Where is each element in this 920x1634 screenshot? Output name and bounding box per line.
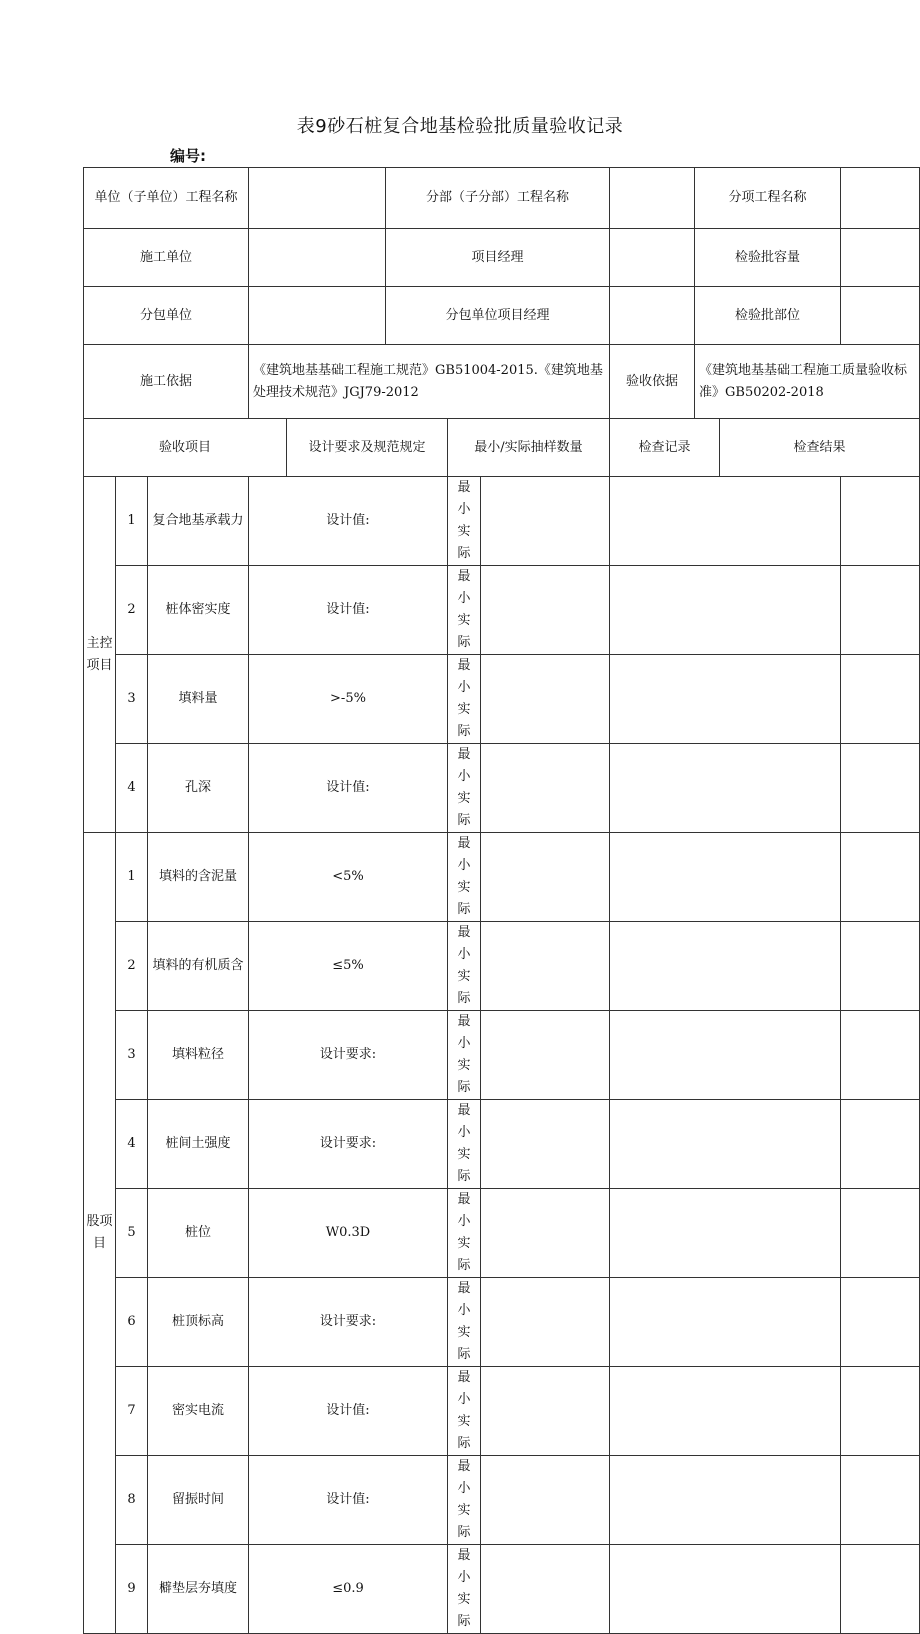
item-requirement: <5% [249,833,448,922]
item-name: 桩间土强度 [148,1100,249,1189]
sample-actual-label: 实际 [457,880,471,917]
item-requirement: 设计值: [249,1456,448,1545]
sample-actual-label: 实际 [457,1503,471,1540]
col-record: 检查记录 [610,419,720,477]
item-number: 4 [116,744,148,833]
sample-value[interactable] [481,1367,610,1456]
sample-actual-label: 实际 [457,613,471,650]
sample-min-label: 最小 [457,1192,471,1229]
item-requirement: 设计值: [249,744,448,833]
contractor-value[interactable] [249,229,386,287]
item-requirement: 设计值: [249,477,448,566]
table-row [84,922,920,1011]
sample-actual-label: 实际 [457,969,471,1006]
sample-actual-label: 实际 [457,702,471,739]
table-row [84,1545,920,1634]
table-row [84,744,920,833]
check-result-cell[interactable] [841,655,920,744]
item-number: 2 [116,566,148,655]
item-number: 7 [116,1367,148,1456]
item-name: 填料量 [148,655,249,744]
col-sample: 最小/实际抽样数量 [448,419,610,477]
check-record-cell[interactable] [610,1011,841,1100]
basis-label: 施工依据 [84,345,249,419]
general-group-label: 股项目 [84,833,116,1634]
doc-number-label: 编号: [170,147,206,165]
basis-value: 《建筑地基基础工程施工规范》GB51004-2015.《建筑地基处理技术规范》JGJ79-2012 [249,345,610,419]
pm-label: 项目经理 [386,229,610,287]
item-requirement: 设计要求: [249,1100,448,1189]
check-record-cell[interactable] [610,744,841,833]
item-number: 3 [116,1011,148,1100]
check-result-cell[interactable] [841,1545,920,1634]
item-number: 2 [116,922,148,1011]
check-result-cell[interactable] [841,477,920,566]
sample-value[interactable] [481,1011,610,1100]
sub-pm-value[interactable] [610,287,695,345]
sample-min-label: 最小 [457,658,471,695]
item-name: 填料的含泥量 [148,833,249,922]
sample-value[interactable] [481,655,610,744]
check-result-cell[interactable] [841,1367,920,1456]
sample-min-label: 最小 [457,480,471,517]
table-row [84,566,920,655]
sample-count [448,1456,481,1545]
table-row [84,1100,920,1189]
sample-min-label: 最小 [457,1281,471,1318]
sample-count [448,566,481,655]
sample-value[interactable] [481,1100,610,1189]
sample-count [448,477,481,566]
sample-actual-label: 实际 [457,1236,471,1273]
sample-value[interactable] [481,566,610,655]
sample-actual-label: 实际 [457,524,471,561]
table-row [84,1189,920,1278]
table-row [84,1456,920,1545]
sample-actual-label: 实际 [457,1414,471,1451]
contractor-label: 施工单位 [84,229,249,287]
item-number: 1 [116,477,148,566]
sample-min-label: 最小 [457,1103,471,1140]
check-result-cell[interactable] [841,744,920,833]
subcontractor-value[interactable] [249,287,386,345]
sample-actual-label: 实际 [457,1147,471,1184]
acceptance-table [83,167,920,1634]
check-record-cell[interactable] [610,1189,841,1278]
item-requirement: 设计值: [249,566,448,655]
subcontractor-label: 分包单位 [84,287,249,345]
sample-value[interactable] [481,1278,610,1367]
check-result-cell[interactable] [841,1100,920,1189]
item-name: 密实电流 [148,1367,249,1456]
check-record-cell[interactable] [610,477,841,566]
sample-count [448,922,481,1011]
table-row [84,655,920,744]
item-name: 填料的有机质含 [148,922,249,1011]
check-record-cell[interactable] [610,566,841,655]
item-requirement: >-5% [249,655,448,744]
table-row [84,1278,920,1367]
col-result: 检查结果 [720,419,920,477]
sample-count [448,1367,481,1456]
sample-min-label: 最小 [457,747,471,784]
sample-min-label: 最小 [457,569,471,606]
sample-value[interactable] [481,833,610,922]
subitem-value[interactable] [841,168,920,229]
pm-value[interactable] [610,229,695,287]
item-name: 檘垫层夯填度 [148,1545,249,1634]
acceptance-basis-label: 验收依据 [610,345,695,419]
sample-value[interactable] [481,1189,610,1278]
check-result-cell[interactable] [841,1011,920,1100]
batch-capacity-label: 检验批容量 [695,229,841,287]
col-requirement: 设计要求及规范规定 [287,419,448,477]
check-record-cell[interactable] [610,833,841,922]
item-name: 孔深 [148,744,249,833]
check-result-cell[interactable] [841,1278,920,1367]
batch-location-value[interactable] [841,287,920,345]
main-group-label: 主控项目 [84,477,116,833]
sample-value[interactable] [481,477,610,566]
check-record-cell[interactable] [610,1545,841,1634]
sample-min-label: 最小 [457,836,471,873]
sample-count [448,1011,481,1100]
col-item: 验收项目 [84,419,287,477]
item-name: 桩体密实度 [148,566,249,655]
item-requirement: 设计要求: [249,1011,448,1100]
subdivision-value[interactable] [610,168,695,229]
check-record-cell[interactable] [610,1367,841,1456]
sample-count [448,1189,481,1278]
sample-actual-label: 实际 [457,791,471,828]
item-requirement: ≤0.9 [249,1545,448,1634]
sample-count [448,655,481,744]
check-result-cell[interactable] [841,833,920,922]
check-record-cell[interactable] [610,1278,841,1367]
item-requirement: W0.3D [249,1189,448,1278]
sample-actual-label: 实际 [457,1058,471,1095]
check-result-cell[interactable] [841,1189,920,1278]
item-number: 3 [116,655,148,744]
batch-capacity-value[interactable] [841,229,920,287]
table-row [84,833,920,922]
item-number: 9 [116,1545,148,1634]
sample-value[interactable] [481,744,610,833]
table-row [84,1011,920,1100]
subitem-label: 分项工程名称 [695,168,841,229]
check-result-cell[interactable] [841,1456,920,1545]
item-name: 桩顶标高 [148,1278,249,1367]
item-number: 8 [116,1456,148,1545]
sample-min-label: 最小 [457,1014,471,1051]
check-result-cell[interactable] [841,922,920,1011]
table-row [84,1367,920,1456]
batch-location-label: 检验批部位 [695,287,841,345]
item-number: 4 [116,1100,148,1189]
sample-count [448,1545,481,1634]
unit-name-label: 单位（子单位）工程名称 [84,168,249,229]
sample-count [448,1278,481,1367]
sample-actual-label: 实际 [457,1325,471,1362]
item-name: 留振时间 [148,1456,249,1545]
check-record-cell[interactable] [610,922,841,1011]
check-record-cell[interactable] [610,1100,841,1189]
check-record-cell[interactable] [610,655,841,744]
sample-value[interactable] [481,1545,610,1634]
sample-count [448,744,481,833]
item-number: 5 [116,1189,148,1278]
acceptance-basis-value: 《建筑地基基础工程施工质量验收标准》GB50202-2018 [695,345,920,419]
item-requirement: ≤5% [249,922,448,1011]
table-row [84,477,920,566]
item-number: 1 [116,833,148,922]
item-name: 复合地基承载力 [148,477,249,566]
subdivision-label: 分部（子分部）工程名称 [386,168,610,229]
sample-value[interactable] [481,1456,610,1545]
sample-min-label: 最小 [457,925,471,962]
sample-min-label: 最小 [457,1548,471,1585]
check-record-cell[interactable] [610,1456,841,1545]
sample-actual-label: 实际 [457,1592,471,1629]
page-title: 表9砂石桩复合地基检验批质量验收记录 [296,116,624,137]
item-number: 6 [116,1278,148,1367]
item-requirement: 设计值: [249,1367,448,1456]
sample-count [448,1100,481,1189]
item-name: 填料粒径 [148,1011,249,1100]
item-requirement: 设计要求: [249,1278,448,1367]
check-result-cell[interactable] [841,566,920,655]
sample-min-label: 最小 [457,1370,471,1407]
sample-value[interactable] [481,922,610,1011]
sample-count [448,833,481,922]
sample-min-label: 最小 [457,1459,471,1496]
unit-name-value[interactable] [249,168,386,229]
sub-pm-label: 分包单位项目经理 [386,287,610,345]
item-name: 桩位 [148,1189,249,1278]
